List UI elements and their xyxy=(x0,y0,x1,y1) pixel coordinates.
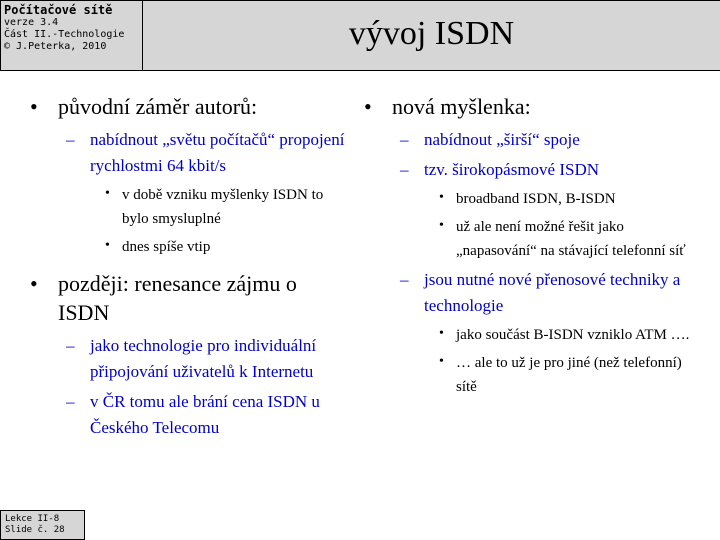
bullet-renaissance: • později: renesance zájmu o ISDN xyxy=(30,271,297,325)
dash-mark: – xyxy=(400,160,409,179)
slide-footer xyxy=(0,510,85,540)
copyright-label: © J.Peterka, 2010 xyxy=(4,41,107,52)
dash-mark: – xyxy=(400,130,409,149)
right-column xyxy=(362,92,692,403)
lesson-label: Lekce II-8 xyxy=(5,514,60,524)
point-atm: • jako součást B-ISDN vzniklo ATM …. xyxy=(362,323,692,347)
version-label: verze 3.4 xyxy=(4,17,59,28)
subbullet-price-barrier: – v ČR tomu ale brání cena ISDN u Českého Telecomu xyxy=(28,389,353,441)
bullet-mark: • xyxy=(439,218,444,233)
slide-number-label: Slide č. 28 xyxy=(5,525,65,535)
dash-mark: – xyxy=(66,130,75,149)
bullet-mark: • xyxy=(439,326,444,341)
bullet-mark: • xyxy=(439,354,444,369)
bullet-mark: • xyxy=(105,186,110,201)
bullet-original-intent: • původní záměr autorů: xyxy=(30,94,258,119)
point-b-isdn: • broadband ISDN, B-ISDN xyxy=(362,187,692,211)
title-bar xyxy=(143,0,720,71)
slide-title: vývoj ISDN xyxy=(348,15,515,52)
point-joke-now: • dnes spíše vtip xyxy=(28,235,353,259)
part-label: Část II.-Technologie xyxy=(4,29,125,40)
subbullet-offer-computers: – nabídnout „světu počítačů“ propojení rychlostmi 64 kbit/s xyxy=(28,127,353,179)
dash-mark: – xyxy=(400,270,409,289)
bullet-mark: • xyxy=(105,238,110,253)
course-name: Počítačové sítě xyxy=(4,3,113,17)
dash-mark: – xyxy=(66,336,75,355)
course-info-box xyxy=(0,0,143,71)
point-other-networks: • … ale to už je pro jiné (než telefonní) sítě xyxy=(362,351,692,399)
dash-mark: – xyxy=(66,392,75,411)
bullet-mark: • xyxy=(30,94,38,119)
bullet-mark: • xyxy=(364,94,372,119)
left-column xyxy=(28,92,353,445)
subbullet-broadband-isdn: – tzv. širokopásmové ISDN xyxy=(362,157,692,183)
bullet-mark: • xyxy=(30,271,38,296)
subbullet-internet-access: – jako technologie pro individuální připojování uživatelů k Internetu xyxy=(28,333,353,385)
bullet-mark: • xyxy=(439,190,444,205)
point-sensible-then: • v době vzniku myšlenky ISDN to bylo smysluplné xyxy=(28,183,353,231)
point-not-retrofit: • už ale není možné řešit jako „napasování“ na stávající telefonní síť xyxy=(362,215,692,263)
subbullet-wider-links: – nabídnout „širší“ spoje xyxy=(362,127,692,153)
bullet-new-idea: • nová myšlenka: xyxy=(364,94,531,119)
subbullet-new-techniques: – jsou nutné nové přenosové techniky a technologie xyxy=(362,267,692,319)
